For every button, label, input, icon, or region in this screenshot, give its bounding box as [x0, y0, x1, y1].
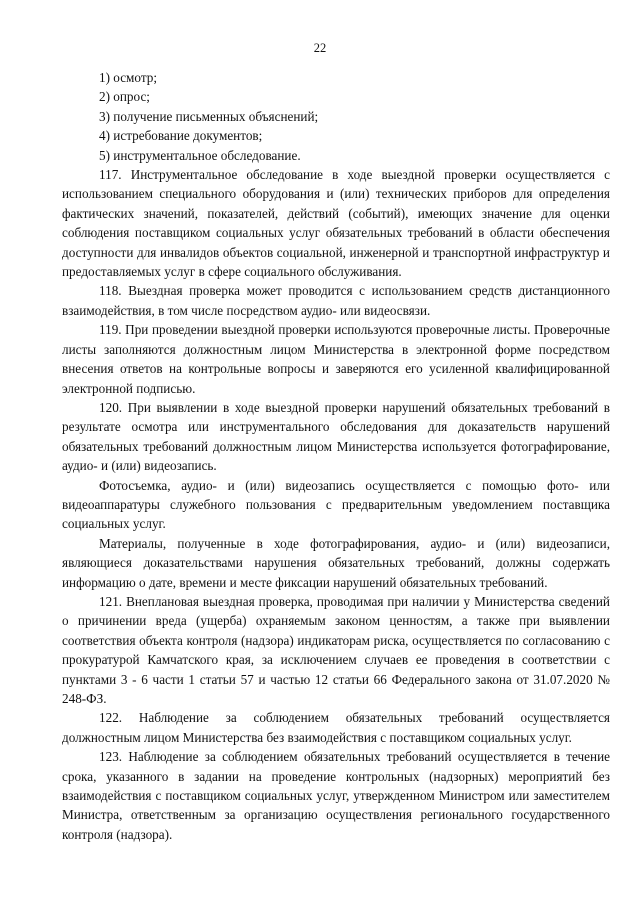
paragraph-118: 118. Выездная проверка может проводится с использованием средств дистанционного взаимодействия, в том числе посредством аудио- или видеосвязи.: [62, 283, 610, 318]
paragraph-photo-video: Фотосъемка, аудио- и (или) видеозапись осуществляется с помощью фото- или видеоаппаратуры служебного пользования с предварительным уведомлением поставщика социальных услуг.: [62, 477, 610, 532]
paragraph-121: 121. Внеплановая выездная проверка, проводимая при наличии у Министерства сведений о причинении вреда (ущерба) охраняемым законом ценностям, а также при выявлении соответствия объекта контроля (надзора) индикаторам риска, осуществляется по согласованию с прокуратурой Камчатского края, за исключением случаев ее проведения в соответствии с пунктами 3 - 6 части 1 статьи 57 и частью 12 статьи 66 Федерального закона от 31.07.2020 № 248-ФЗ.: [62, 593, 610, 706]
paragraph-119: 119. При проведении выездной проверки используются проверочные листы. Проверочные листы заполняются должностным лицом Министерства в электронной форме посредством внесения ответов на контрольные вопросы и заверяются его усиленной квалифицированной электронной подписью.: [62, 322, 610, 396]
list-item: 4) истребование документов;: [99, 128, 263, 144]
paragraph-117: 117. Инструментальное обследование в ходе выездной проверки осуществляется с использованием специального оборудования и (или) технических приборов для определения фактических значений, показателей, действий (событий), имеющих значение для оценки соблюдения поставщиком социальных услуг обязательных требований в области обеспечения доступности для инвалидов объектов социальной, инженерной и транспортной инфраструктур и предоставляемых услуг в сфере социального обслуживания.: [62, 167, 610, 280]
paragraph-120: 120. При выявлении в ходе выездной проверки нарушений обязательных требований в результате осмотра или инструментального обследования для доказательств нарушений обязательных требований должностным лицом Министерства используется фотографирование, аудио- и (или) видеозапись.: [62, 399, 610, 474]
list-item: 1) осмотр;: [99, 70, 158, 85]
paragraph-122: 122. Наблюдение за соблюдением обязательных требований осуществляется должностным лицом Министерства без взаимодействия с поставщиком социальных услуг.: [62, 710, 610, 745]
page-number: 22: [313, 41, 327, 55]
list-item: 5) инструментальное обследование.: [99, 147, 301, 163]
document-body: [62, 68, 610, 844]
paragraph-123: 123. Наблюдение за соблюдением обязательных требований осуществляется в течение срока, указанного в задании на проведение контрольных (надзорных) мероприятий без взаимодействия с поставщиком социальных услуг, утвержденном Министром или заместителем Министра, ответственным за организацию осуществления регионального государственного контроля (надзора).: [62, 749, 610, 842]
paragraph-materials: Материалы, полученные в ходе фотографирования, аудио- и (или) видеозаписи, являющиеся доказательствами нарушения обязательных требований, должны содержать информацию о дате, времени и месте фиксации нарушений обязательных требований.: [62, 535, 610, 590]
list-item: 2) опрос;: [99, 89, 150, 105]
list-item: 3) получение письменных объяснений;: [99, 108, 319, 124]
